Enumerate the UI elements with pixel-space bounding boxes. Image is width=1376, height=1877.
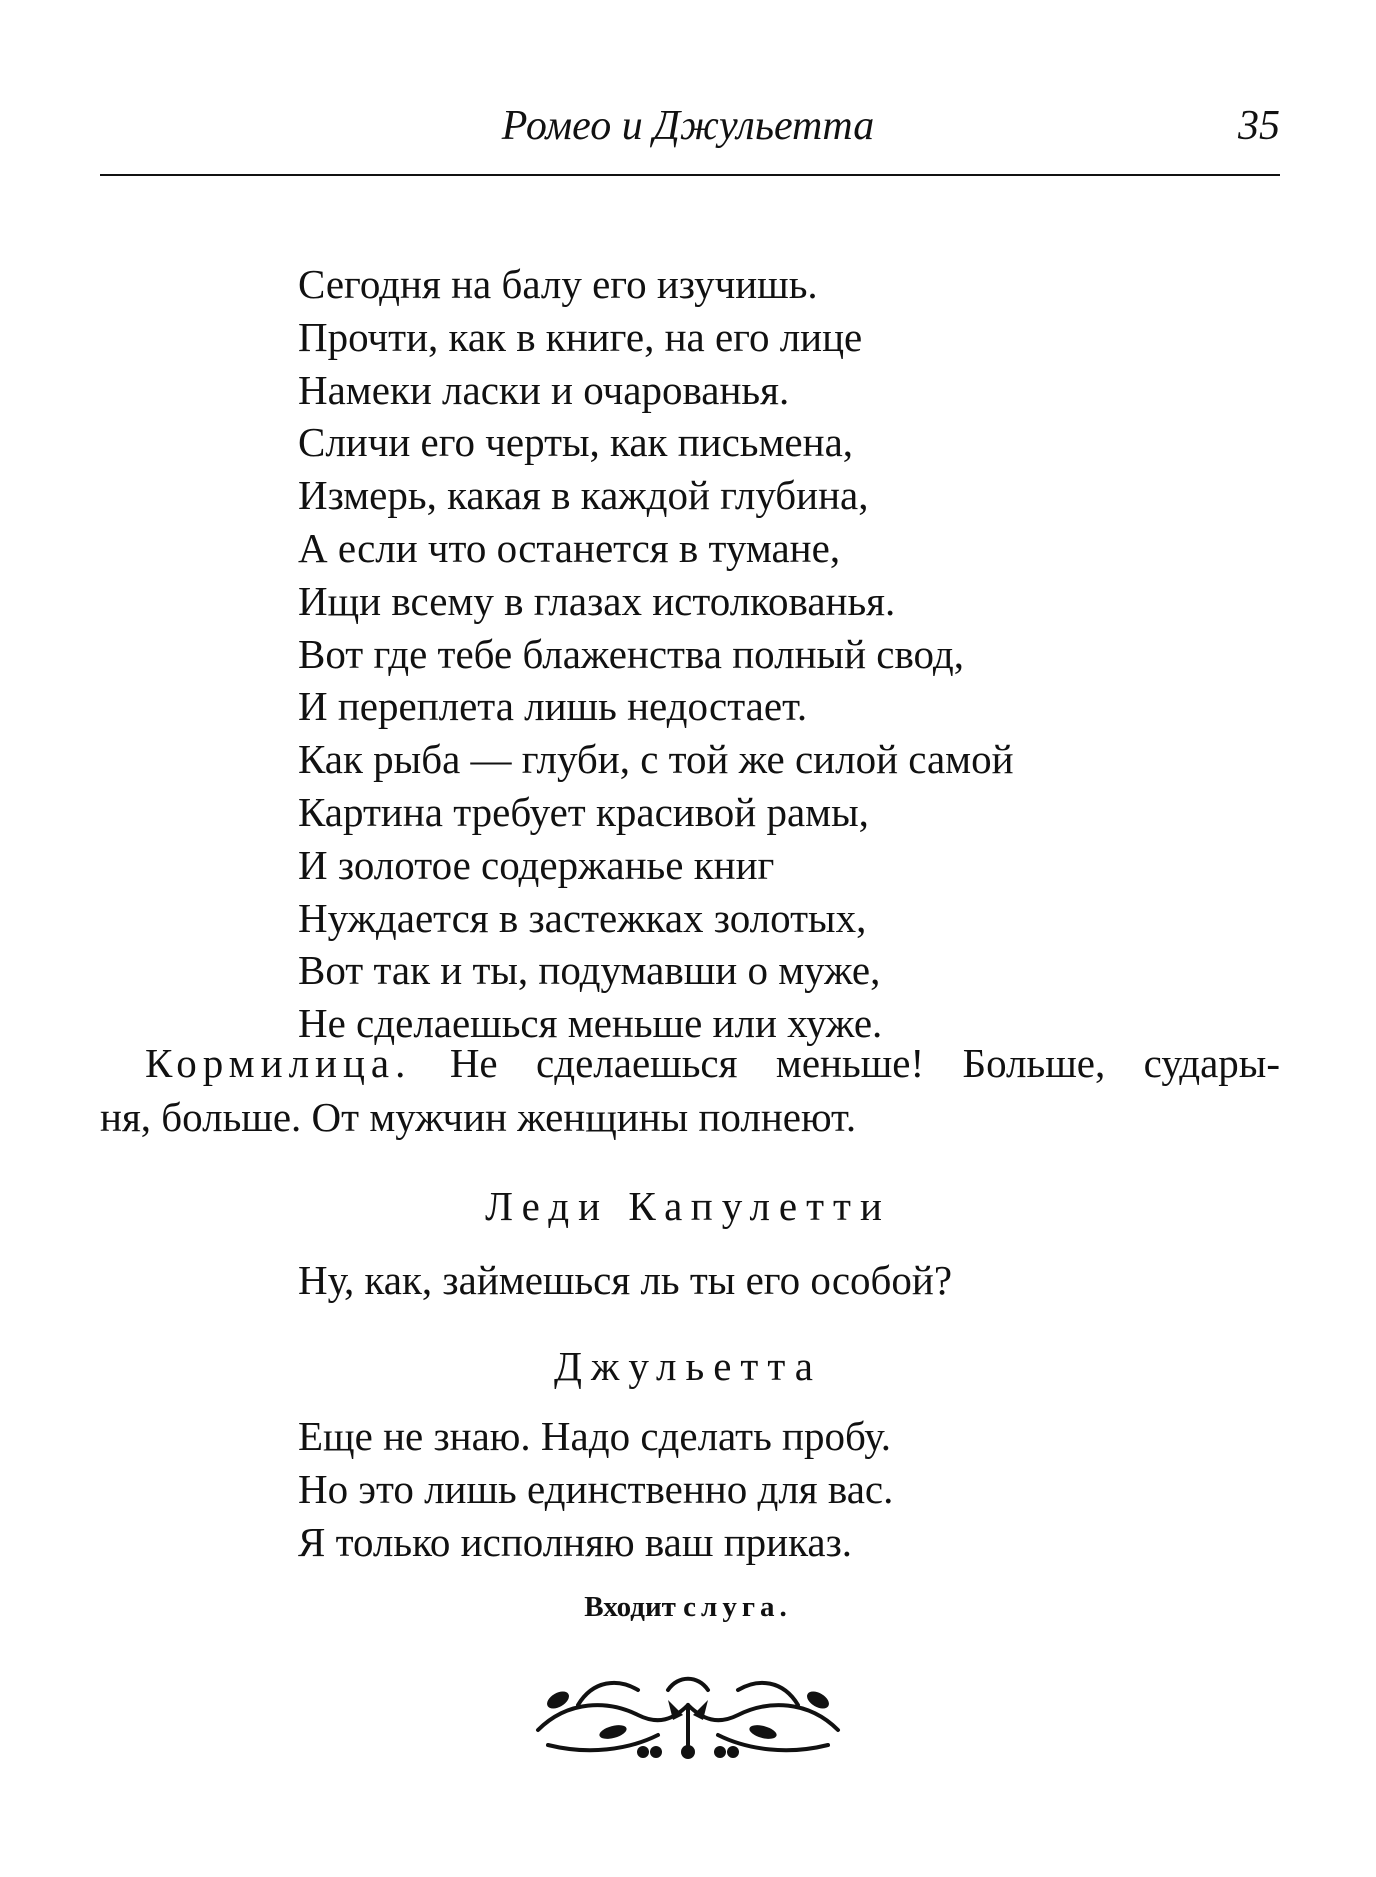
speaker-juliet: Джульетта [554, 1343, 822, 1389]
verse-line: И золотое содержанье книг [298, 841, 775, 888]
verse-line: Еще не знаю. Надо сделать пробу. [298, 1413, 891, 1459]
nurse-line-1-text: Не сделаешься меньше! Больше, судары- [449, 1040, 1280, 1086]
verse-line: Не сделаешься меньше или хуже. [298, 1000, 883, 1047]
verse-line: Намеки ласки и очарованья. [298, 366, 790, 413]
verse-line: Ищи всему в глазах истолкованья. [298, 577, 896, 624]
verse-line: Прочти, как в книге, на его лице [298, 313, 863, 360]
juliet-verse [298, 1410, 1298, 1568]
verse-line: Нуждается в застежках золотых, [298, 894, 867, 941]
verse-line: Сегодня на балу его изучишь. [298, 261, 818, 307]
verse-line: Как рыба — глуби, с той же силой самой [298, 736, 1014, 783]
verse-line: А если что останется в тумане, [298, 524, 841, 571]
verse-line: Вот где тебе блаженства полный свод, [298, 630, 964, 677]
lady-capulet-line: Ну, как, займешься ль ты его особой? [298, 1257, 953, 1303]
nurse-speech-line-2: ня, больше. От мужчин женщины полнеют. [100, 1094, 857, 1140]
page-number: 35 [1238, 103, 1280, 149]
stage-direction-subject: слуга. [683, 1591, 792, 1623]
nurse-speaker-name: Кормилица. [145, 1040, 412, 1086]
verse-line: Сличи его черты, как письмена, [298, 419, 854, 466]
speaker-lady-capulet: Леди Капулетти [485, 1183, 891, 1229]
stage-direction [0, 1587, 1376, 1627]
header-rule [100, 174, 1280, 176]
verse-line: Измерь, какая в каждой глубина, [298, 472, 869, 519]
verse-line: И переплета лишь недостает. [298, 683, 808, 730]
verse-line: Картина требует красивой рамы, [298, 788, 869, 835]
verse-line: Вот так и ты, подумавши о муже, [298, 947, 881, 994]
nurse-speech-line-1 [100, 1036, 1280, 1090]
verse-line: Но это лишь единственно для вас. [298, 1465, 894, 1512]
nurse-speech [100, 1036, 1280, 1144]
verse-line: Я только исполняю ваш приказ. [298, 1518, 853, 1565]
floral-ornament-icon [518, 1660, 858, 1770]
verse-block-1 [298, 258, 1298, 1050]
running-header-title: Ромео и Джульетта [501, 103, 875, 149]
stage-direction-verb: Входит [584, 1591, 676, 1623]
